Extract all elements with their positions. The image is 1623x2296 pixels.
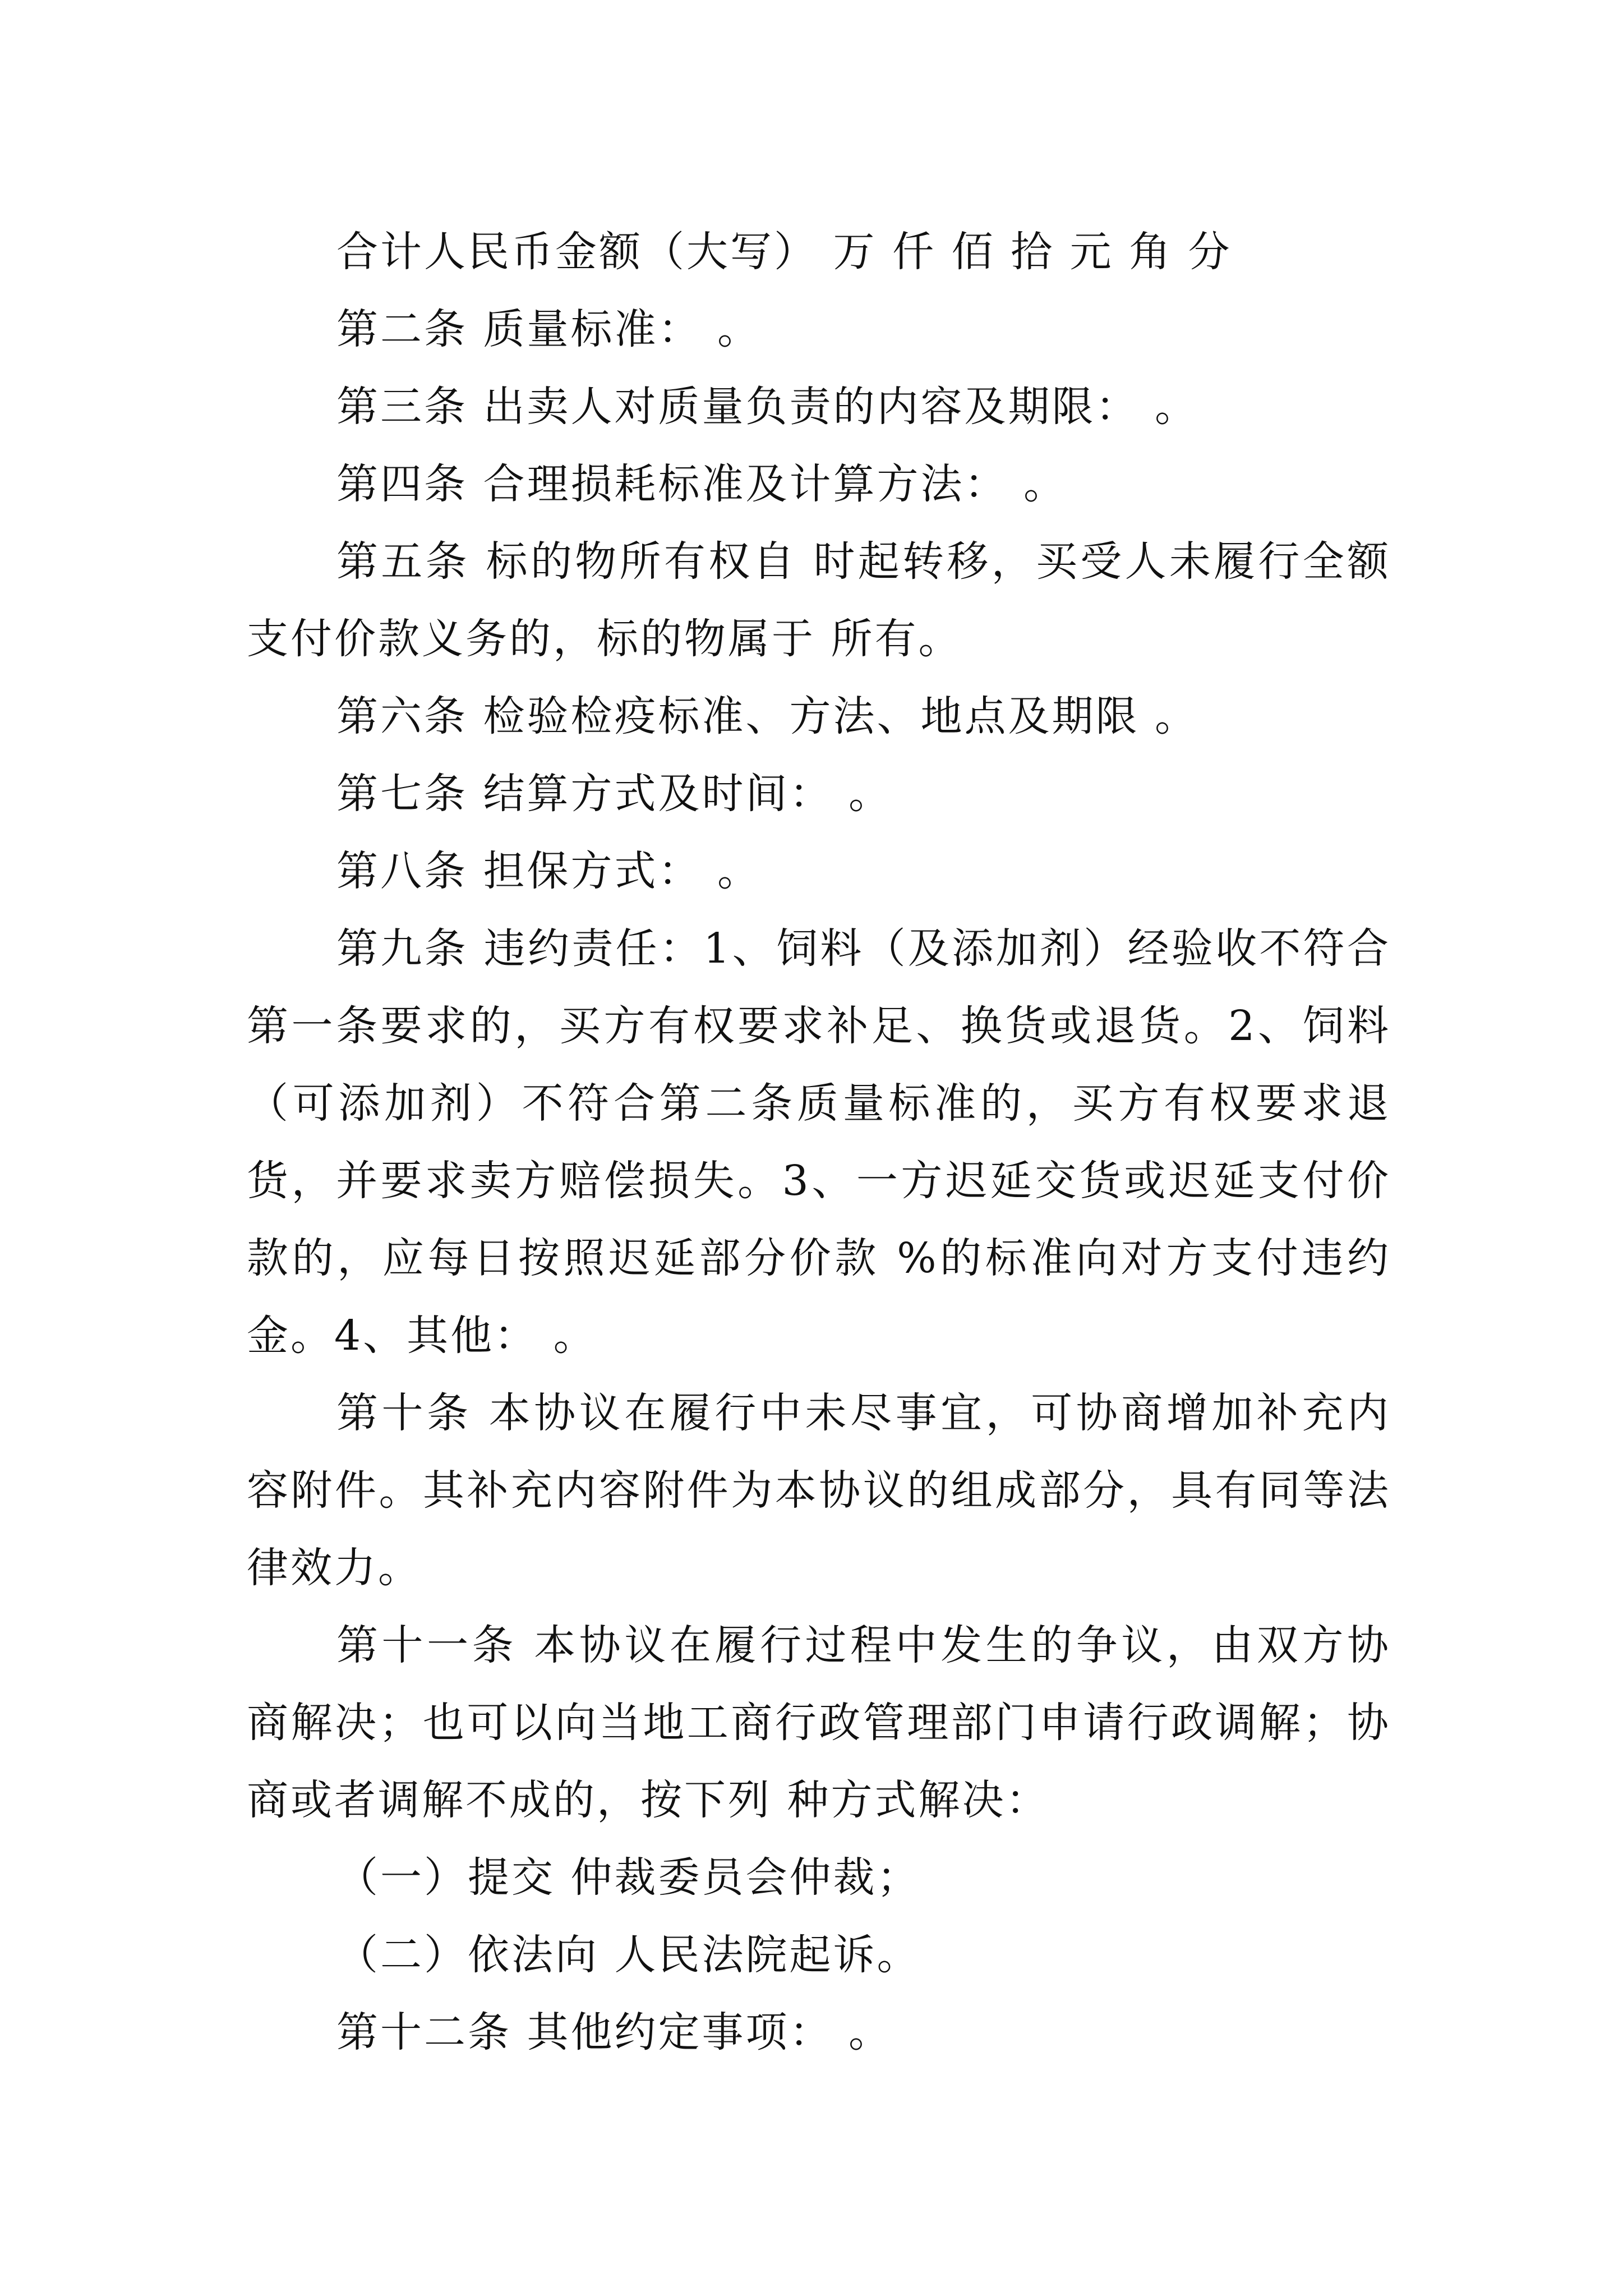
article-5-ownership-transfer: 第五条 标的物所有权自 时起转移，买受人未履行全额支付价款义务的，标的物属于 所有。 bbox=[247, 537, 1391, 663]
document-body bbox=[247, 213, 1391, 2071]
article-10-supplement: 第十条 本协议在履行中未尽事宜，可协商增加补充内容附件。其补充内容附件为本协议的组成部分，具有同等法律效力。 bbox=[247, 1389, 1391, 1592]
article-12-other-matters: 第十二条 其他约定事项： 。 bbox=[336, 2008, 893, 2056]
article-4-loss-standard: 第四条 合理损耗标准及计算方法： 。 bbox=[336, 460, 1068, 508]
article-8-guarantee: 第八条 担保方式： 。 bbox=[336, 847, 762, 895]
article-11-disputes: 第十一条 本协议在履行过程中发生的争议，由双方协商解决；也可以向当地工商行政管理部门申请行政调解；协商或者调解不成的，按下列 种方式解决： bbox=[247, 1621, 1391, 1824]
dispute-option-arbitration: （一）提交 仲裁委员会仲裁； bbox=[336, 1853, 921, 1902]
article-3-quality-responsibility: 第三条 出卖人对质量负责的内容及期限： 。 bbox=[336, 383, 1199, 431]
article-2-quality-standard: 第二条 质量标准： 。 bbox=[336, 305, 762, 353]
article-6-inspection: 第六条 检验检疫标准、方法、地点及期限 。 bbox=[336, 692, 1199, 740]
total-amount-line: 合计人民币金额（大写） 万 仟 佰 拾 元 角 分 bbox=[336, 228, 1232, 276]
article-7-settlement: 第七条 结算方式及时间： 。 bbox=[336, 770, 893, 818]
dispute-option-court: （二）依法向 人民法院起诉。 bbox=[336, 1931, 921, 1979]
article-9-liability: 第九条 违约责任：1、饲料（及添加剂）经验收不符合第一条要求的，买方有权要求补足、换货或退货。2、饲料（可添加剂）不符合第二条质量标准的，买方有权要求退货，并要求卖方赔偿损失。3、一方迟延交货或迟延支付价款的，应每日按照迟延部分价款 %的标准向对方支付违约金。4、其他： 。 bbox=[247, 924, 1391, 1360]
